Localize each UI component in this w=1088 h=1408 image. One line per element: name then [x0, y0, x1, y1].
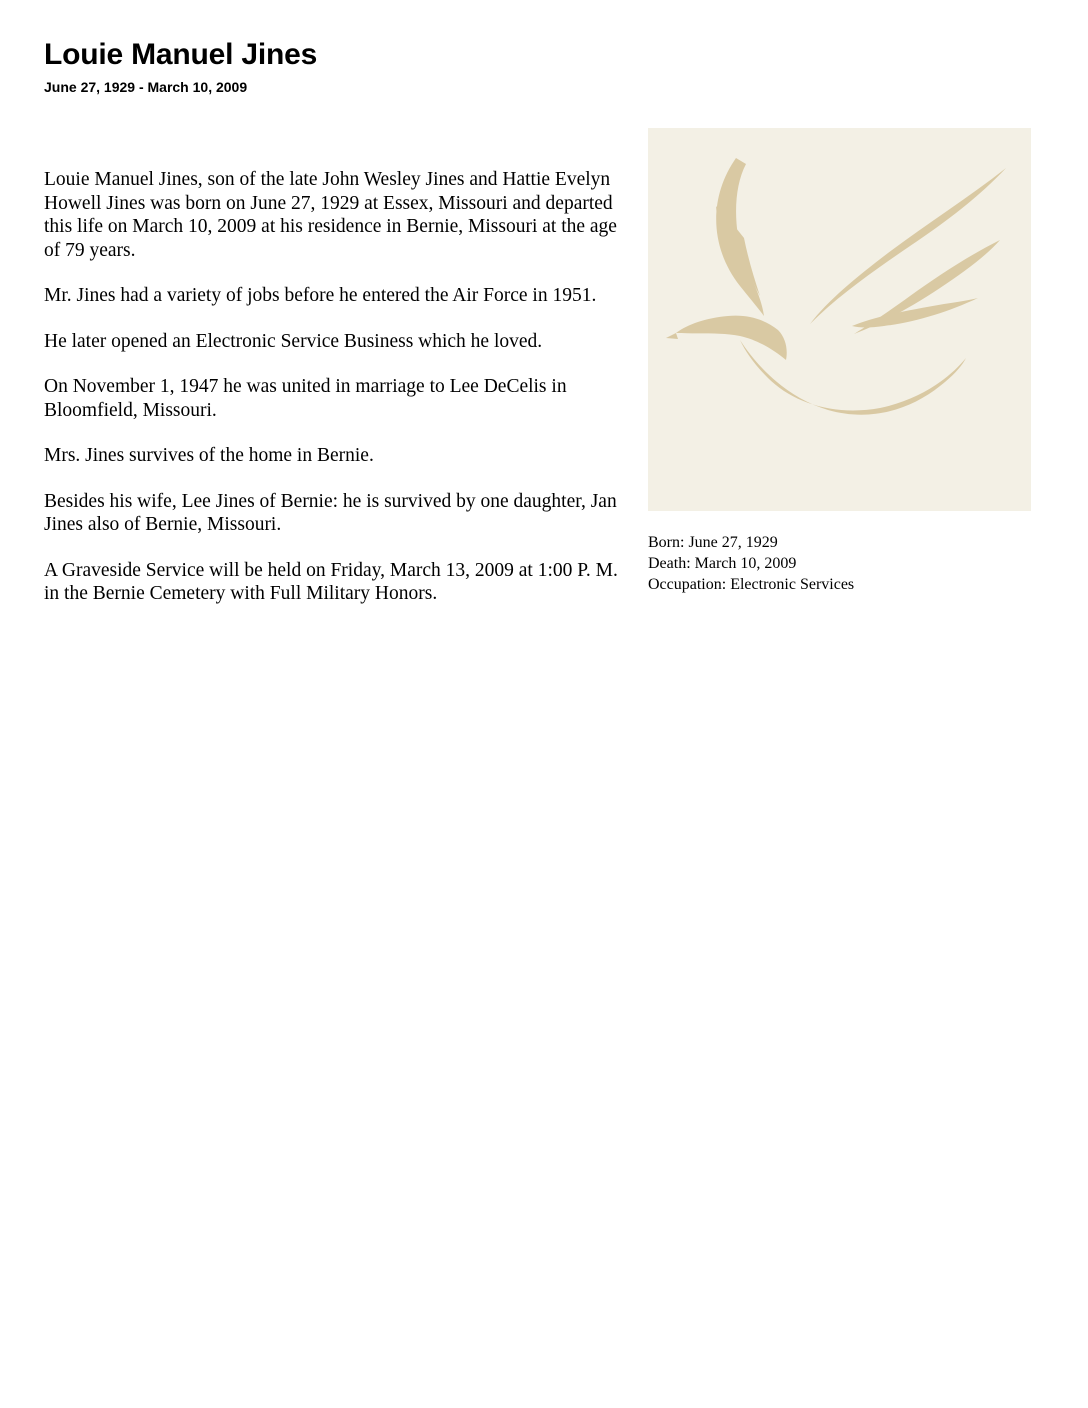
- obituary-paragraph: A Graveside Service will be held on Friday, March 13, 2009 at 1:00 P. M. in the Bernie Cemetery with Full Military Honors.: [44, 559, 618, 604]
- death-date: Death: March 10, 2009: [648, 555, 797, 572]
- facts-panel: [648, 532, 1048, 595]
- occupation: Occupation: Electronic Services: [648, 576, 855, 593]
- dove-icon: [648, 128, 1031, 511]
- life-dates: June 27, 1929 - March 10, 2009: [44, 79, 248, 95]
- obituary-paragraph: Besides his wife, Lee Jines of Bernie: he is survived by one daughter, Jan Jines also of Bernie, Missouri.: [44, 490, 617, 535]
- obituary-paragraph: Mr. Jines had a variety of jobs before he entered the Air Force in 1951.: [44, 285, 597, 306]
- obituary-paragraph: Louie Manuel Jines, son of the late John Wesley Jines and Hattie Evelyn Howell Jines was born on June 27, 1929 at Essex, Missouri and departed this life on March 10, 2009 at his residence in Bernie, Missouri at the age of 79 years.: [44, 169, 617, 261]
- memorial-photo: [648, 128, 1031, 511]
- deceased-name: Louie Manuel Jines: [44, 38, 318, 71]
- born-date: Born: June 27, 1929: [648, 534, 778, 551]
- obituary-text: [44, 168, 619, 628]
- obituary-paragraph: On November 1, 1947 he was united in marriage to Lee DeCelis in Bloomfield, Missouri.: [44, 376, 567, 421]
- obituary-paragraph: He later opened an Electronic Service Business which he loved.: [44, 330, 543, 352]
- obituary-paragraph: Mrs. Jines survives of the home in Bernie.: [44, 445, 374, 466]
